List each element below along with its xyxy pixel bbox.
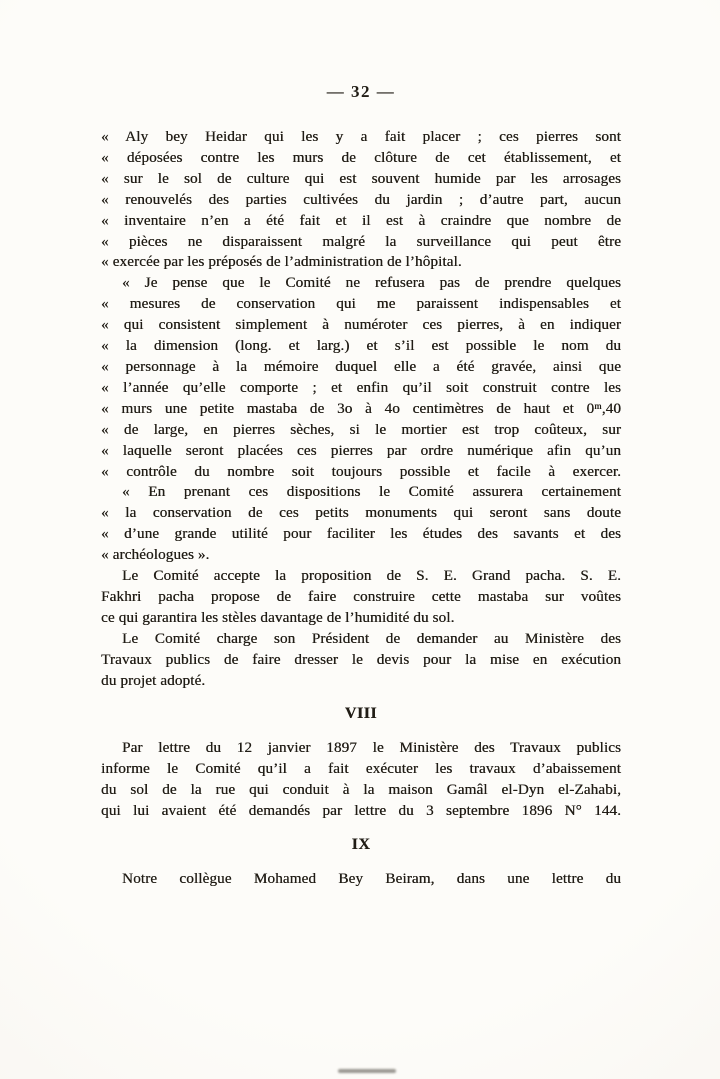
page-number: — 32 —	[326, 82, 396, 101]
text-line: « personnage à la mémoire duquel elle a été gravée, ainsi que	[101, 357, 621, 375]
text-line: Travaux publics de faire dresser le devis pour la mise en exécution	[101, 650, 621, 668]
paragraph-comite-charge	[101, 629, 621, 692]
quoted-paragraph-en-prenant	[101, 482, 621, 566]
section-heading-viii: VIII	[344, 705, 378, 723]
text-line: « contrôle du nombre soit toujours possible et facile à exercer.	[101, 462, 621, 480]
paragraph-mohamed-bey-beiram	[101, 869, 621, 890]
text-line: « mesures de conservation qui me paraissent indispensables et	[101, 295, 621, 313]
text-line: « Je pense que le Comité ne refusera pas de prendre quelques	[122, 274, 621, 292]
text-line: Par lettre du 12 janvier 1897 le Ministère des Travaux publics	[122, 739, 621, 757]
text-line: « la conservation de ces petits monuments qui seront sans doute	[101, 504, 621, 522]
text-line: « laquelle seront placées ces pierres par ordre numérique afin qu’un	[101, 441, 621, 459]
text-line: « archéologues ».	[101, 546, 210, 564]
text-line: « de large, en pierres sèches, si le mortier est trop coûteux, sur	[101, 420, 621, 438]
scan-edge-artifact	[338, 1069, 396, 1073]
text-line: « inventaire n’en a été fait et il est à craindre que nombre de	[101, 211, 621, 229]
text-line: ce qui garantira les stèles davantage de l’humidité du sol.	[101, 608, 455, 626]
paragraph-lettre-janvier-1897	[101, 738, 621, 822]
text-line: « Aly bey Heidar qui les y a fait placer ; ces pierres sont	[101, 128, 621, 145]
text-line: « En prenant ces dispositions le Comité assurera certainement	[122, 483, 621, 501]
text-line: « sur le sol de culture qui est souvent humide par les arrosages	[101, 169, 621, 187]
quoted-paragraph-je-pense	[101, 273, 621, 482]
text-line: « l’année qu’elle comporte ; et enfin qu’il soit construit contre les	[101, 378, 621, 396]
text-line: Fakhri pacha propose de faire construire cette mastaba sur voûtes	[101, 587, 621, 605]
text-line: Notre collègue Mohamed Bey Beiram, dans une lettre du	[122, 869, 621, 887]
text-line: « qui consistent simplement à numéroter ces pierres, à en indiquer	[101, 316, 621, 334]
text-line: « exercée par les préposés de l’administration de l’hôpital.	[101, 253, 462, 271]
text-line: « renouvelés des parties cultivées du jardin ; d’autre part, aucun	[101, 190, 621, 208]
text-line: du sol de la rue qui conduit à la maison Gamâl el-Dyn el-Zahabi,	[101, 781, 621, 799]
text-line: « déposées contre les murs de clôture de cet établissement, et	[101, 148, 621, 166]
text-line: « la dimension (long. et larg.) et s’il est possible le nom du	[101, 337, 621, 355]
text-line: « pièces ne disparaissent malgré la surveillance qui peut être	[101, 232, 621, 250]
text-line: Le Comité charge son Président de demander au Ministère des	[122, 629, 621, 647]
quoted-paragraph-aly-bey	[101, 127, 621, 273]
text-line: qui lui avaient été demandés par lettre du 3 septembre 1896 N° 144.	[101, 802, 621, 820]
text-line: du projet adopté.	[101, 671, 206, 689]
text-line: « murs une petite mastaba de 3o à 4o centimètres de haut et 0ᵐ,40	[101, 399, 621, 417]
text-line: Le Comité accepte la proposition de S. E. Grand pacha. S. E.	[122, 567, 621, 585]
section-heading-ix: IX	[351, 836, 371, 853]
text-line: « d’une grande utilité pour faciliter les études des savants et des	[101, 525, 621, 543]
paragraph-comite-accepte	[101, 566, 621, 629]
text-column	[101, 127, 621, 890]
text-line: informe le Comité qu’il a fait exécuter les travaux d’abaissement	[101, 760, 621, 778]
